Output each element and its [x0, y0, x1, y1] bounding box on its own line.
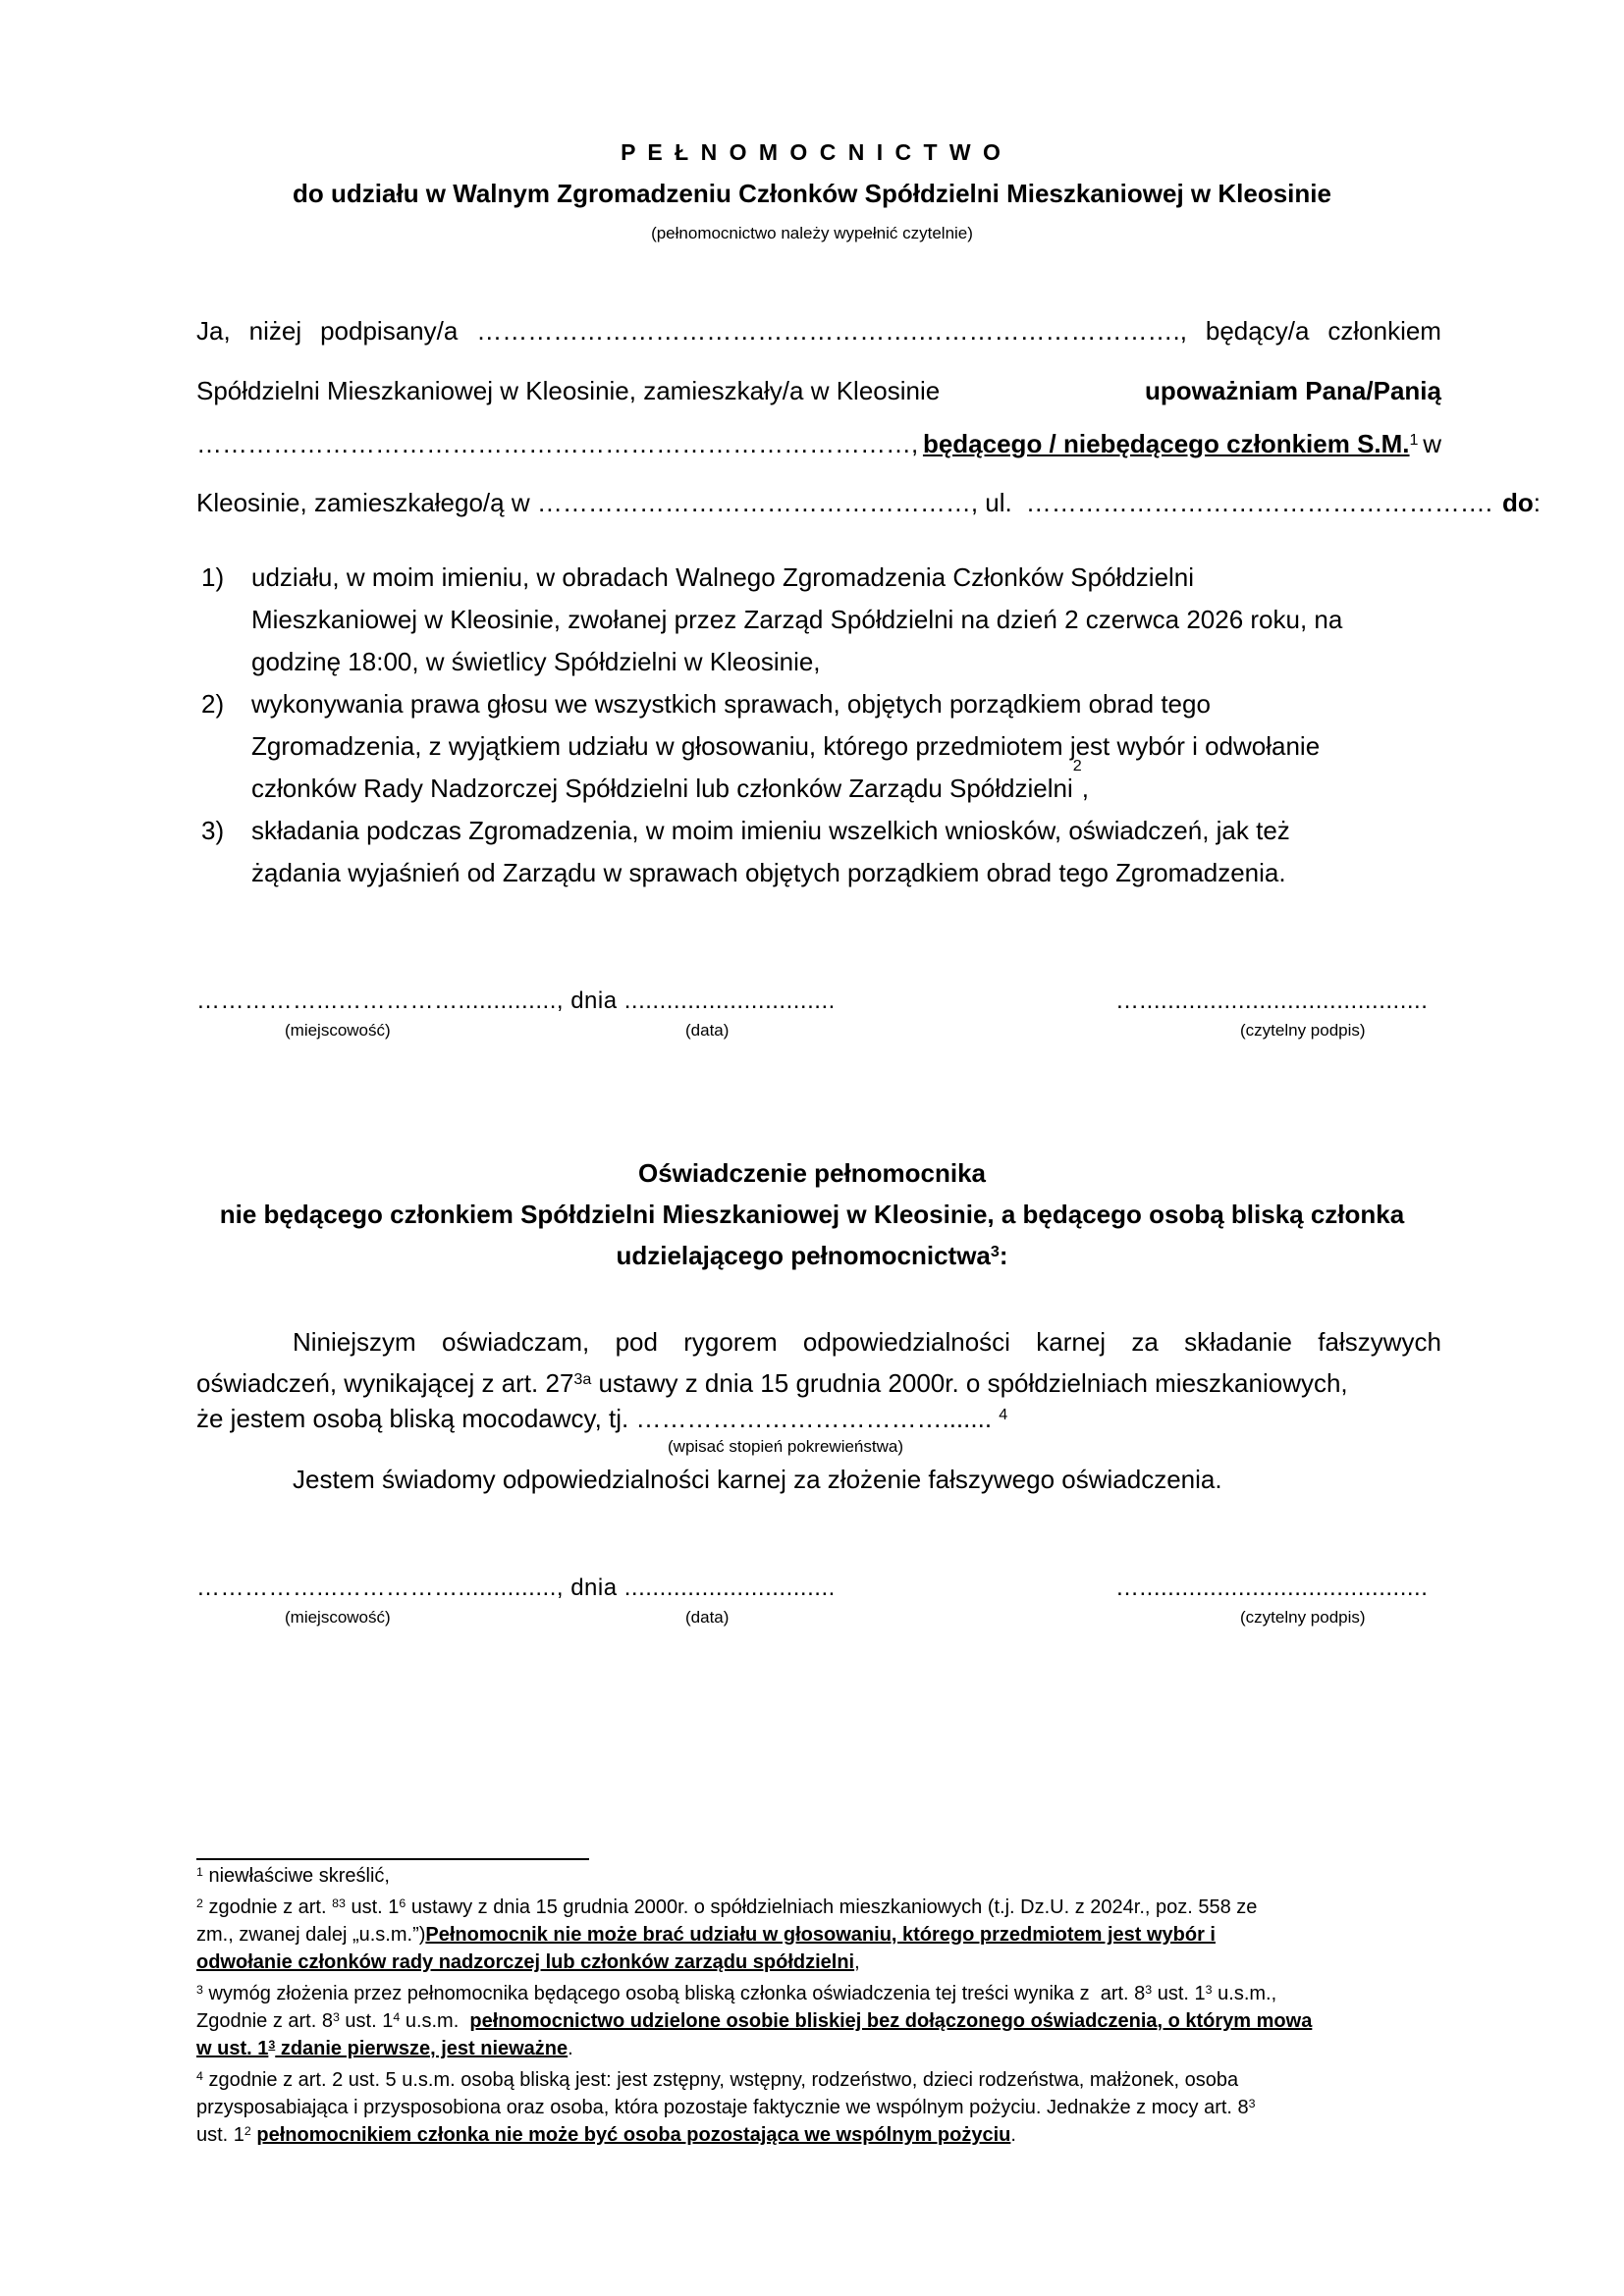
body-line-3: …………………………………………………………………………, będącego / niebędącego członkiem S.M.$^1$ w [196, 429, 1441, 458]
footnote-2-line-2: zm., zwanej dalej „u.s.m.”)Pełnomocnik nie może brać udziału w głosowaniu, którego przedmiotem jest wybór i [196, 1924, 1216, 1946]
list-item-1-line-2: Mieszkaniowej w Kleosinie, zwołanej przez Zarząd Spółdzielni na dzień 2 czerwca 2026 roku, na [251, 605, 1343, 634]
caption-place-2: (miejscowość) [285, 1608, 391, 1627]
list-item-3-line-2: żądania wyjaśnień od Zarządu w sprawach objętych porządkiem obrad tego Zgromadzenia. [251, 858, 1286, 887]
body-line-2: Spółdzielni Mieszkaniowej w Kleosinie, zamieszkały/a w Kleosinie upoważniam Pana/Panią [196, 376, 1441, 405]
list-item-2-line-2: Zgromadzenia, z wyjątkiem udziału w głosowaniu, którego przedmiotem jest wybór i odwołanie [251, 731, 1321, 761]
declaration-subtitle: nie będącego członkiem Spółdzielni Mieszkaniowej w Kleosinie, a będącego osobą bliską członka [219, 1200, 1405, 1229]
footnote-4-line-3: ust. $1^2$ pełnomocnikiem członka nie może być osoba pozostająca we wspólnym pożyciu. [196, 2123, 1016, 2146]
relation-caption: (wpisać stopień pokrewieństwa) [668, 1437, 903, 1456]
document-subtitle: do udziału w Walnym Zgromadzeniu Członków Spółdzielni Mieszkaniowej w Kleosinie [293, 179, 1331, 208]
footnote-1: $^1$ niewłaściwe skreślić, [196, 1864, 390, 1887]
signature-field-2[interactable]: …......................................... [1115, 1575, 1429, 1601]
footnote-4-line-2: przysposabiająca i przysposobiona oraz osoba, która pozostaje faktycznie we wspólnym pożyciu. Jednakże z mocy art. $8^3$ [196, 2096, 1256, 2118]
body-line-1: Ja, niżej podpisany/a …………………………………………….…………………………., będący/a członkiem [196, 316, 1441, 346]
list-item-3-line-1: składania podczas Zgromadzenia, w moim imieniu wszelkich wniosków, oświadczeń, jak też [251, 816, 1290, 845]
body-line-4: Kleosinie, zamieszkałego/ą w ……………………………………………, ul. ………………………………………………. do: [196, 488, 1541, 517]
declaration-line-2: oświadczeń, wynikającej z art. $27^{3a}$ ustawy z dnia 15 grudnia 2000r. o spółdzielniach mieszkaniowych, [196, 1368, 1348, 1398]
place-date-field[interactable]: ……………...…………….............., dnia .............................. [196, 988, 836, 1014]
footnote-3-line-3: w ust. $1^3$ zdanie pierwsze, jest nieważne. [196, 2037, 573, 2059]
footnote-4-line-1: $^4$ zgodnie z art. 2 ust. 5 u.s.m. osobą bliską jest: jest zstępny, wstępny, rodzeństwo, dzieci rodzeństwa, małżonek, osoba [196, 2068, 1239, 2091]
list-item-2-line-1: wykonywania prawa głosu we wszystkich sprawach, objętych porządkiem obrad tego [251, 689, 1211, 719]
signature-field[interactable]: …......................................... [1115, 988, 1429, 1014]
list-number-2: 2) [201, 689, 225, 719]
caption-date-2: (data) [685, 1608, 730, 1627]
footnote-2-line-1: $^2$ zgodnie z art. $^{83}$ ust. $1^6$ ustawy z dnia 15 grudnia 2000r. o spółdzielniach mieszkaniowych (t.j. Dz.U. z 2024r., poz. 558 ze [196, 1896, 1258, 1918]
footnote-3-line-2: Zgodnie z art. $8^3$ ust. $1^4$ u.s.m. pełnomocnictwo udzielone osobie bliskiej bez dołączonego oświadczenia, o którym mowa [196, 2009, 1313, 2032]
fill-note: (pełnomocnictwo należy wypełnić czytelnie) [651, 224, 973, 242]
relation-blank[interactable]: że jestem osobą bliską mocodawcy, tj. ………………………………....... [196, 1404, 1000, 1433]
declaration-title: Oświadczenie pełnomocnika [638, 1158, 986, 1188]
proxy-name-blank[interactable]: …………………………………………………………………………, [196, 429, 919, 458]
caption-place: (miejscowość) [285, 1021, 391, 1040]
list-number-3: 3) [201, 816, 225, 845]
footnote-2-line-3: odwołanie członków rady nadzorczej lub członków zarządu spółdzielni, [196, 1951, 860, 1973]
name-blank[interactable]: …………………………………………….…………………………., [476, 316, 1187, 346]
list-item-1-line-1: udziału, w moim imieniu, w obradach Walnego Zgromadzenia Członków Spółdzielni [251, 562, 1195, 592]
declaration-line-1: Niniejszym oświadczam, pod rygorem odpowiedzialności karnej za składanie fałszywych [293, 1327, 1441, 1357]
caption-date: (data) [685, 1021, 730, 1040]
list-item-2-line-3: członków Rady Nadzorczej Spółdzielni lub członków Zarządu Spółdzielni $^2$ , [251, 756, 1089, 803]
footnote-divider [196, 1858, 589, 1860]
caption-signature: (czytelny podpis) [1240, 1021, 1366, 1040]
place-date-field-2[interactable]: ……………...…………….............., dnia .............................. [196, 1575, 836, 1601]
document-title: P E Ł N O M O C N I C T W O [621, 139, 1003, 165]
footnote-3-line-1: $^3$ wymóg złożenia przez pełnomocnika będącego osobą bliską członka oświadczenia tej treści wynika z art. $8^3$ ust. $1^3$ u.s.m., [196, 1982, 1277, 2004]
list-number-1: 1) [201, 562, 225, 592]
list-item-1-line-3: godzinę 18:00, w świetlicy Spółdzielni w Kleosinie, [251, 647, 821, 676]
declaration-line-3: że jestem osobą bliską mocodawcy, tj. ………………………………....... $^4$ [196, 1404, 1008, 1433]
street-blank[interactable]: ………………………………………………. [1025, 488, 1492, 517]
caption-signature-2: (czytelny podpis) [1240, 1608, 1366, 1627]
declaration-line-4: Jestem świadomy odpowiedzialności karnej za złożenie fałszywego oświadczenia. [293, 1465, 1222, 1494]
declaration-subtitle-2: udzielającego pełnomocnictwa$^3$: [616, 1241, 1008, 1270]
